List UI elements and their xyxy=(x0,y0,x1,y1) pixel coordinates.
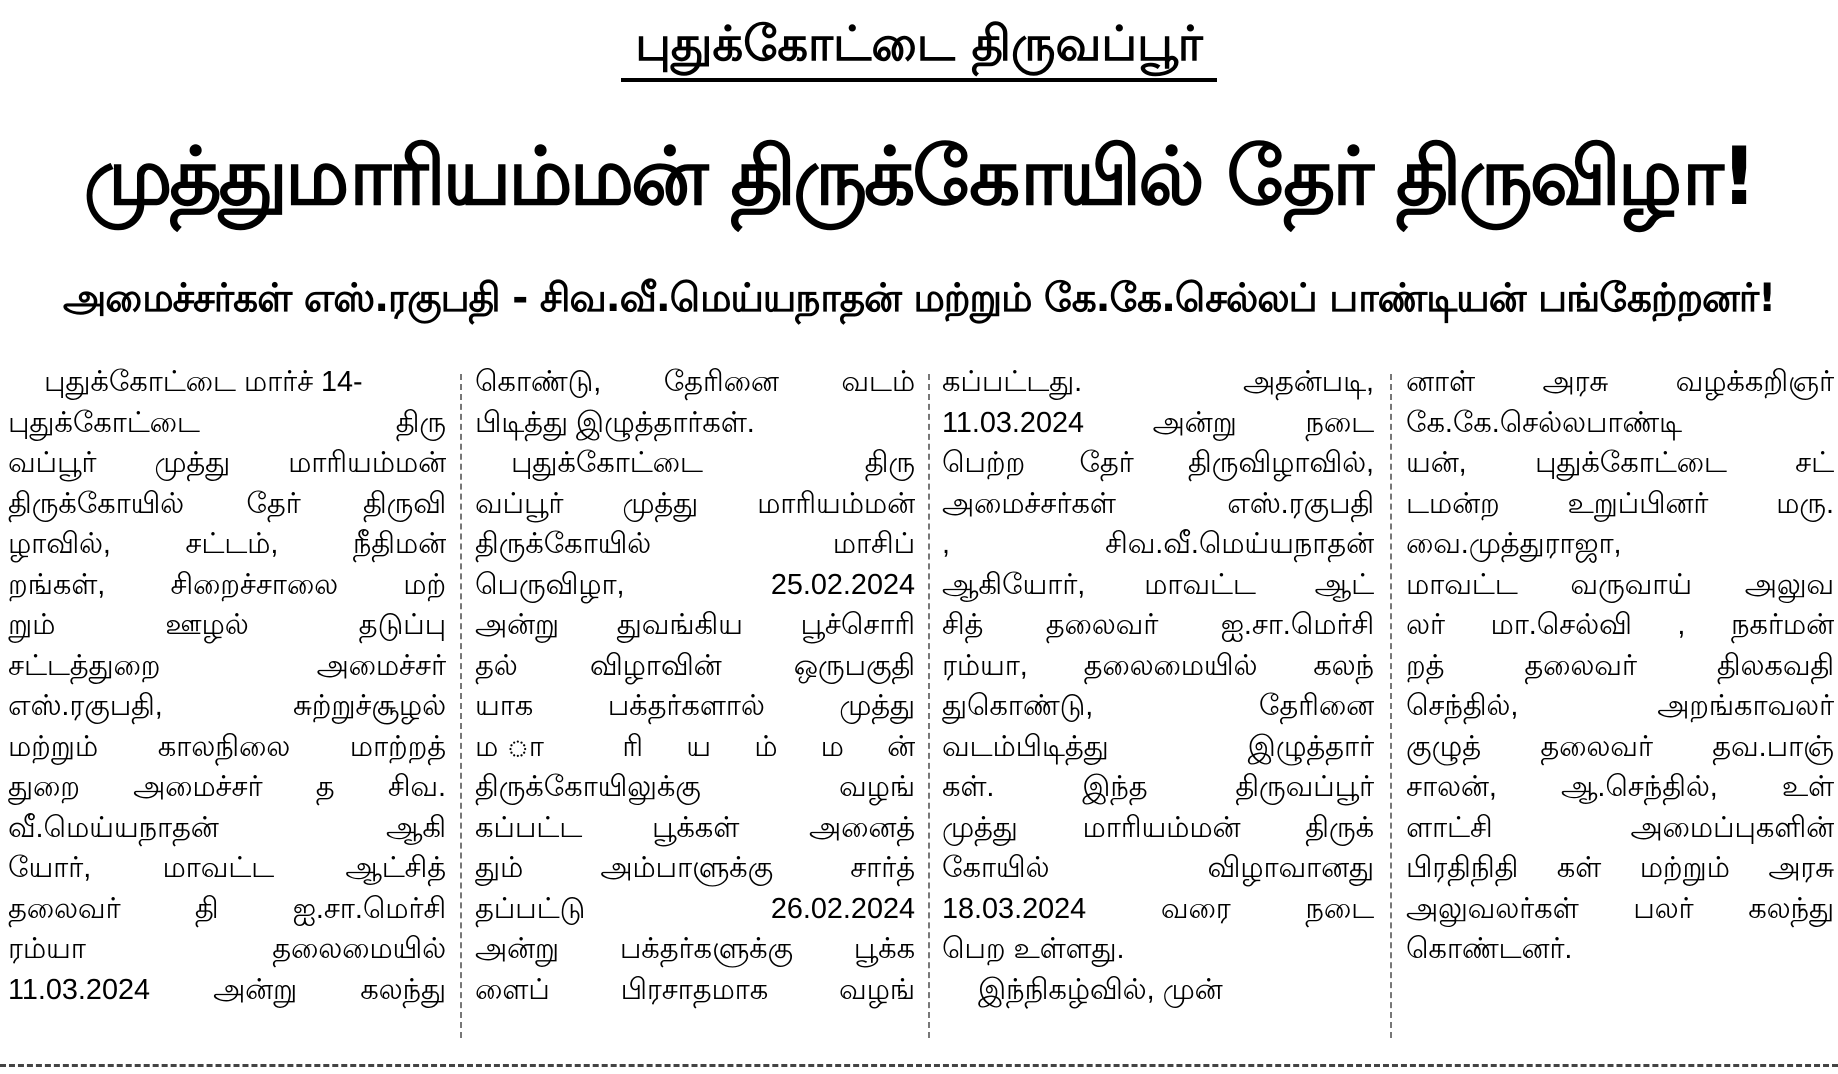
article-line: னாள் அரசு வழக்கறிஞர் xyxy=(1406,366,1834,398)
article-line: ழாவில், சட்டம், நீதிமன் xyxy=(8,528,446,560)
article-line: பெற்ற தேர் திருவிழாவில், xyxy=(942,447,1374,479)
headline: முத்துமாரியம்மன் திருக்கோயில் தேர் திருவிழா! xyxy=(83,130,1755,223)
article-line: றத் தலைவர் திலகவதி xyxy=(1406,649,1834,682)
article-line: சித் தலைவர் ஐ.சா.மெர்சி xyxy=(942,609,1374,641)
article-line: வப்பூர் முத்து மாரியம்மன் xyxy=(475,487,915,520)
article-line: பெருவிழா, 25.02.2024 xyxy=(475,568,915,601)
article-line: ளைப் பிரசாதமாக வழங் xyxy=(475,973,915,1006)
column-divider xyxy=(460,374,462,1038)
article-line: அன்று பக்தர்களுக்கு பூக்க xyxy=(475,933,915,965)
article-line: றும் ஊழல் தடுப்பு xyxy=(8,609,446,641)
article-line: அமைச்சர்கள் எஸ்.ரகுபதி xyxy=(942,487,1374,520)
article-line: ரம்யா, தலைமையில் கலந் xyxy=(942,649,1374,682)
article-line: அன்று துவங்கிய பூச்சொரி xyxy=(475,609,915,641)
article-line: கோயில் விழாவானது xyxy=(942,852,1374,884)
article-line: வப்பூர் முத்து மாரியம்மன் xyxy=(8,447,446,479)
article-line: யாக பக்தர்களால் முத்து xyxy=(475,690,915,722)
article-line: வை.முத்துராஜா, xyxy=(1406,528,1622,560)
article-line: திருக்கோயில் மாசிப் xyxy=(475,528,915,560)
article-line: கப்பட்ட பூக்கள் அனைத் xyxy=(475,811,915,844)
kicker-text: புதுக்கோட்டை திருவப்பூர் xyxy=(621,14,1217,82)
article-line: கள். இந்த திருவப்பூர் xyxy=(942,771,1374,803)
article-line: ளாட்சி அமைப்புகளின் xyxy=(1406,811,1834,844)
article-line: ஆகியோர், மாவட்ட ஆட் xyxy=(942,568,1374,601)
article-line: ரம்யா தலைமையில் xyxy=(8,933,446,965)
article-line: தல் விழாவின் ஒருபகுதி xyxy=(475,649,915,682)
article-line: லர் மா.செல்வி , நகர்மன் xyxy=(1406,609,1834,641)
subheadline: அமைச்சர்கள் எஸ்.ரகுபதி - சிவ.வீ.மெய்யநாதன் மற்றும் கே.கே.செல்லப் பாண்டியன் பங்கேற்றனர்! xyxy=(62,276,1776,321)
article-line: எஸ்.ரகுபதி, சுற்றுச்சூழல் xyxy=(8,690,446,722)
article-line: புதுக்கோட்டை திரு xyxy=(511,447,915,479)
article-line: குழுத் தலைவர் தவ.பாஞ் xyxy=(1406,730,1834,763)
article-line: யோர், மாவட்ட ஆட்சித் xyxy=(8,852,446,884)
article-line: கே.கே.செல்லபாண்டி xyxy=(1406,406,1682,439)
article-line: 18.03.2024 வரை நடை xyxy=(942,892,1374,925)
article-line: றங்கள், சிறைச்சாலை மற் xyxy=(8,568,446,601)
article-line: வடம்பிடித்து இழுத்தார் xyxy=(942,730,1374,763)
article-line: மாவட்ட வருவாய் அலுவ xyxy=(1406,568,1834,601)
article-line: மற்றும் காலநிலை மாற்றத் xyxy=(8,730,446,763)
article-line: செந்தில், அறங்காவலர் xyxy=(1406,690,1834,722)
article-line: துறை அமைச்சர் த சிவ. xyxy=(8,771,446,803)
article-line: பிடித்து இழுத்தார்கள். xyxy=(475,406,755,439)
article-column-4 xyxy=(1406,362,1834,1052)
article-line: திருக்கோயிலுக்கு வழங் xyxy=(475,771,915,803)
article-line: புதுக்கோட்டை மார்ச் 14- xyxy=(44,366,363,398)
article-line: பிரதிநிதி கள் மற்றும் அரசு xyxy=(1406,852,1834,884)
bottom-divider xyxy=(0,1064,1838,1067)
article-line: பெற உள்ளது. xyxy=(942,933,1125,965)
article-line: டமன்ற உறுப்பினர் மரு. xyxy=(1406,487,1834,520)
article-line: , சிவ.வீ.மெய்யநாதன் xyxy=(942,528,1374,560)
article-line: சாலன், ஆ.செந்தில், உள் xyxy=(1406,771,1834,803)
article-line: ம ா ரி ய ம் ம ன் xyxy=(475,730,915,763)
article-line: கொண்டனர். xyxy=(1406,933,1573,965)
article-line: 11.03.2024 அன்று நடை xyxy=(942,406,1374,439)
article-line: வீ.மெய்யநாதன் ஆகி xyxy=(8,811,446,844)
column-divider xyxy=(928,374,930,1038)
article-line: தும் அம்பாளுக்கு சார்த் xyxy=(475,852,915,884)
article-body xyxy=(8,362,1834,1052)
article-line: தலைவர் தி ஐ.சா.மெர்சி xyxy=(8,892,446,925)
article-line: கப்பட்டது. அதன்படி, xyxy=(942,366,1374,398)
article-line: தப்பட்டு 26.02.2024 xyxy=(475,892,915,925)
article-line: சட்டத்துறை அமைச்சர் xyxy=(8,649,446,682)
article-line: திருக்கோயில் தேர் திருவி xyxy=(8,487,446,520)
article-column-2 xyxy=(475,362,915,1052)
article-line: புதுக்கோட்டை திரு xyxy=(8,406,446,439)
article-line: கொண்டு, தேரினை வடம் xyxy=(475,366,915,398)
article-column-3 xyxy=(942,362,1374,1052)
article-line: முத்து மாரியம்மன் திருக் xyxy=(942,811,1374,844)
article-line: அலுவலர்கள் பலர் கலந்து xyxy=(1406,892,1834,925)
article-line: யன், புதுக்கோட்டை சட் xyxy=(1406,447,1834,479)
article-line: இந்நிகழ்வில், முன் xyxy=(978,973,1223,1006)
article-column-1 xyxy=(8,362,446,1052)
kicker-heading xyxy=(0,14,1838,82)
article-line: துகொண்டு, தேரினை xyxy=(942,690,1374,722)
column-divider xyxy=(1390,374,1392,1038)
article-line: 11.03.2024 அன்று கலந்து xyxy=(8,973,446,1006)
